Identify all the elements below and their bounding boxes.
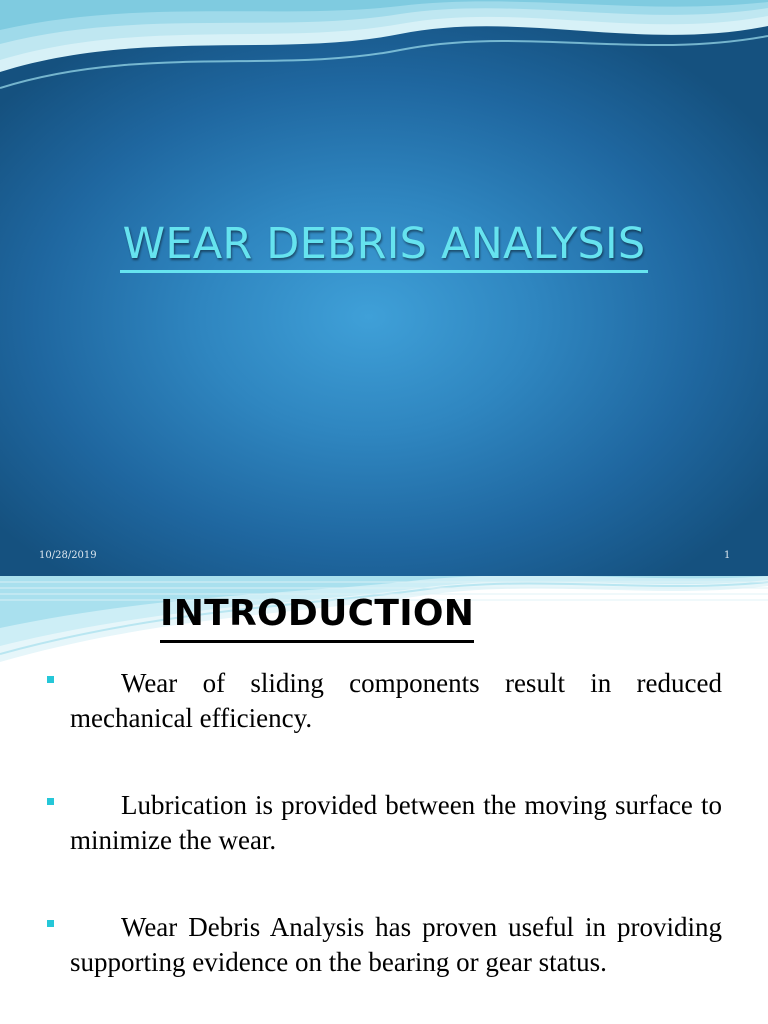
slide-title [0,216,768,273]
slide-date: 10/28/2019 [39,550,97,561]
introduction-slide [0,576,768,1024]
slide-title-text: WEAR DEBRIS ANALYSIS [120,218,649,273]
bullet-item [44,788,722,858]
slide-heading: INTRODUCTION [160,590,474,643]
bullet-text: Wear of sliding components result in reduced mechanical efficiency. [70,668,722,733]
bullet-text: Wear Debris Analysis has proven useful in providing supporting evidence on the bearing or gear status. [70,912,722,977]
bullet-item [44,910,722,980]
bullet-item [44,666,722,736]
slide-number: 1 [724,550,731,561]
bullet-square-icon [47,920,54,927]
bullet-square-icon [47,676,54,683]
bullet-square-icon [47,798,54,805]
decorative-wave-header [0,0,768,100]
bullet-text: Lubrication is provided between the moving surface to minimize the wear. [70,790,722,855]
